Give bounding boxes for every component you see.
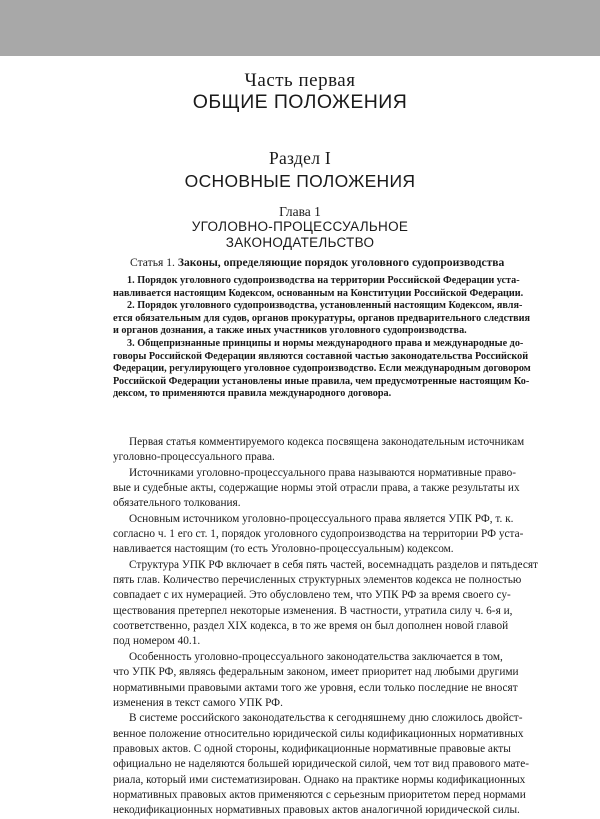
commentary-line: навливается настоящим (то есть Уголовно-процессуальным) кодексом. — [113, 543, 454, 556]
commentary-line: обязательного толкования. — [113, 497, 241, 510]
section-title: ОСНОВНЫЕ ПОЛОЖЕНИЯ — [184, 171, 416, 191]
commentary-line: соответственно, раздел XIX кодекса, в то же время он был дополнен новой главой — [113, 620, 509, 633]
law-text — [113, 275, 531, 401]
commentary-line: риала, который ими систематизирован. Однако на практике нормы кодификационных — [113, 773, 526, 786]
commentary-line: Первая статья комментируемого кодекса посвящена законодательным источникам — [129, 436, 525, 448]
law-line: 1. Порядок уголовного судопроизводства на территории Российской Федерации уста- — [127, 275, 520, 286]
commentary-line: нормативными правовыми актами того же уровня, если только последние не вносят — [113, 681, 518, 694]
commentary-text — [113, 435, 538, 819]
law-line: навливается настоящим Кодексом, основанным на Конституции Российской Федерации. — [113, 287, 524, 299]
law-line: и органов дознания, а также иных участников уголовного судопроизводства. — [113, 325, 467, 337]
top-gray-band — [0, 0, 600, 56]
commentary-line: официально не наделяются большей юридической силой, чем тот вид правового мате- — [113, 758, 529, 771]
law-line: дексом, то применяются правила международного договора. — [113, 388, 392, 400]
commentary-line: ществования претерпел некоторые изменения. В частности, утратила силу ч. 6-я и, — [113, 604, 513, 617]
commentary-line: вые и судебные акты, содержащие нормы этой отрасли права, а также результаты их — [113, 482, 520, 495]
commentary-line: уголовно-процессуального права. — [113, 451, 275, 464]
article-title: Законы, определяющие порядок уголовного судопроизводства — [177, 256, 505, 269]
commentary-line: Основным источником уголовно-процессуального права является УПК РФ, т. к. — [129, 512, 514, 525]
commentary-line: совпадает с их нумерацией. Это обусловлено тем, что УПК РФ за время своего су- — [113, 589, 511, 602]
chapter-title-line-2: ЗАКОНОДАТЕЛЬСТВО — [225, 235, 375, 250]
commentary-line: под номером 40.1. — [113, 635, 201, 648]
chapter-label: Глава 1 — [279, 204, 321, 219]
law-line: Федерации, регулирующего уголовное судопроизводство. Если международным договором — [113, 363, 531, 375]
law-line: говоры Российской Федерации являются составной частью законодательства Российской — [113, 350, 529, 362]
law-line: 3. Общепризнанные принципы и нормы международного права и международные до- — [127, 337, 524, 349]
commentary-line: нормативных правовых актов применяются с серьезным приоритетом перед нормами — [113, 788, 526, 801]
commentary-line: Структура УПК РФ включает в себя пять частей, восемнадцать разделов и пятьдесят — [129, 558, 538, 571]
chapter-title-line-1: УГОЛОВНО-ПРОЦЕССУАЛЬНОЕ — [191, 219, 409, 234]
commentary-line: согласно ч. 1 его ст. 1, порядок уголовного судопроизводства на территории РФ уста- — [113, 528, 524, 541]
law-line: Российской Федерации установлены иные правила, чем предусмотренные настоящим Ко- — [113, 375, 530, 387]
commentary-line: что УПК РФ, являясь федеральным законом, имеет приоритет над любыми другими — [113, 666, 519, 679]
commentary-line: некодификационных нормативных правовых актов аналогичной юридической силы. — [113, 804, 520, 817]
law-line: ется обязательным для судов, органов прокуратуры, органов предварительного следствия — [113, 312, 530, 324]
part-label: Часть первая — [244, 70, 356, 91]
commentary-line: Особенность уголовно-процессуального законодательства заключается в том, — [129, 650, 503, 663]
commentary-line: пять глав. Количество перечисленных структурных элементов кодекса не полностью — [113, 574, 522, 587]
law-line: 2. Порядок уголовного судопроизводства, установленный настоящим Кодексом, явля- — [127, 300, 523, 312]
article-heading — [130, 256, 505, 269]
section-label: Раздел I — [268, 148, 332, 168]
commentary-line: В системе российского законодательства к сегодняшнему дню сложилось двойст- — [129, 712, 523, 725]
commentary-line: изменения в текст самого УПК РФ. — [113, 696, 283, 709]
commentary-line: правовых актов. С одной стороны, кодификационные нормативные правовые акты — [113, 742, 511, 755]
commentary-line: Источниками уголовно-процессуального права называются нормативные право- — [129, 466, 517, 479]
commentary-line: венное положение относительно юридической силы кодификационных нормативных — [113, 727, 524, 740]
part-title: ОБЩИЕ ПОЛОЖЕНИЯ — [192, 91, 408, 113]
article-number: Статья 1. — [130, 256, 178, 269]
